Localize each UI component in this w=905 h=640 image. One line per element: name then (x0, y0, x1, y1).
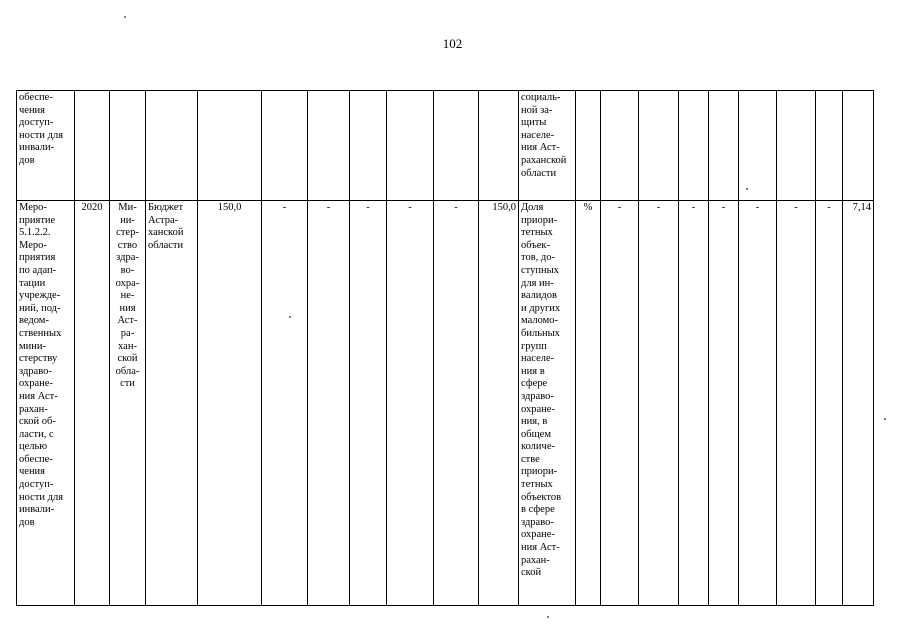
empty-cell (434, 91, 479, 201)
scan-speck (746, 188, 748, 190)
value-cell: - (601, 201, 639, 606)
amount-cell: - (387, 201, 434, 606)
value-cell: - (816, 201, 843, 606)
amount-cell: - (434, 201, 479, 606)
continuation-row (17, 91, 874, 201)
empty-cell (739, 91, 777, 201)
program-events-table (16, 90, 874, 606)
value-cell: - (679, 201, 709, 606)
empty-cell (576, 91, 601, 201)
empty-cell (146, 91, 198, 201)
event-name-cell: Меро- приятие 5.1.2.2. Меро- приятия по адап- тации учрежде- ний, под- ведом- ственных мини- стерству здраво- охране- ния Аст- рахан- ской об- ласти, с целью обеспе- чения доступ- ности для инвали- дов (17, 201, 75, 606)
scan-speck (884, 418, 886, 420)
executor-cell: Ми- ни- стер- ство здра- во- охра- не- ния Аст- ра- хан- ской обла- сти (110, 201, 146, 606)
value-cell: - (709, 201, 739, 606)
empty-cell (601, 91, 639, 201)
scan-speck (547, 616, 549, 618)
empty-cell (308, 91, 350, 201)
empty-cell (75, 91, 110, 201)
indicator-name-cell: социаль- ной за- щиты населе- ния Аст- раханской области (519, 91, 576, 201)
table-row (17, 201, 874, 606)
year-cell: 2020 (75, 201, 110, 606)
empty-cell (479, 91, 519, 201)
empty-cell (843, 91, 874, 201)
scan-speck (124, 16, 126, 18)
page-number: 102 (442, 36, 463, 51)
empty-cell (639, 91, 679, 201)
empty-cell (679, 91, 709, 201)
empty-cell (110, 91, 146, 201)
amount-cell: - (308, 201, 350, 606)
event-name-cell: обеспе- чения доступ- ности для инвали- дов (17, 91, 75, 201)
empty-cell (816, 91, 843, 201)
value-cell: - (777, 201, 816, 606)
scan-speck (289, 316, 291, 318)
indicator-name-cell: Доля приори- тетных объек- тов, до- ступных для ин- валидов и других маломо- бильных групп населе- ния в сфере здраво- охране- ния, в общем количе- стве приори- тетных объектов в сфере здраво- охране- ния Аст- рахан- ской (519, 201, 576, 606)
total-amount-cell: 150,0 (198, 201, 262, 606)
empty-cell (777, 91, 816, 201)
empty-cell (262, 91, 308, 201)
funding-source-cell: Бюджет Астра- ханской области (146, 201, 198, 606)
empty-cell (709, 91, 739, 201)
empty-cell (198, 91, 262, 201)
amount-cell: 150,0 (479, 201, 519, 606)
value-cell: - (639, 201, 679, 606)
value-cell: 7,14 (843, 201, 874, 606)
value-cell: - (739, 201, 777, 606)
empty-cell (387, 91, 434, 201)
amount-cell: - (262, 201, 308, 606)
unit-cell: % (576, 201, 601, 606)
empty-cell (350, 91, 387, 201)
amount-cell: - (350, 201, 387, 606)
